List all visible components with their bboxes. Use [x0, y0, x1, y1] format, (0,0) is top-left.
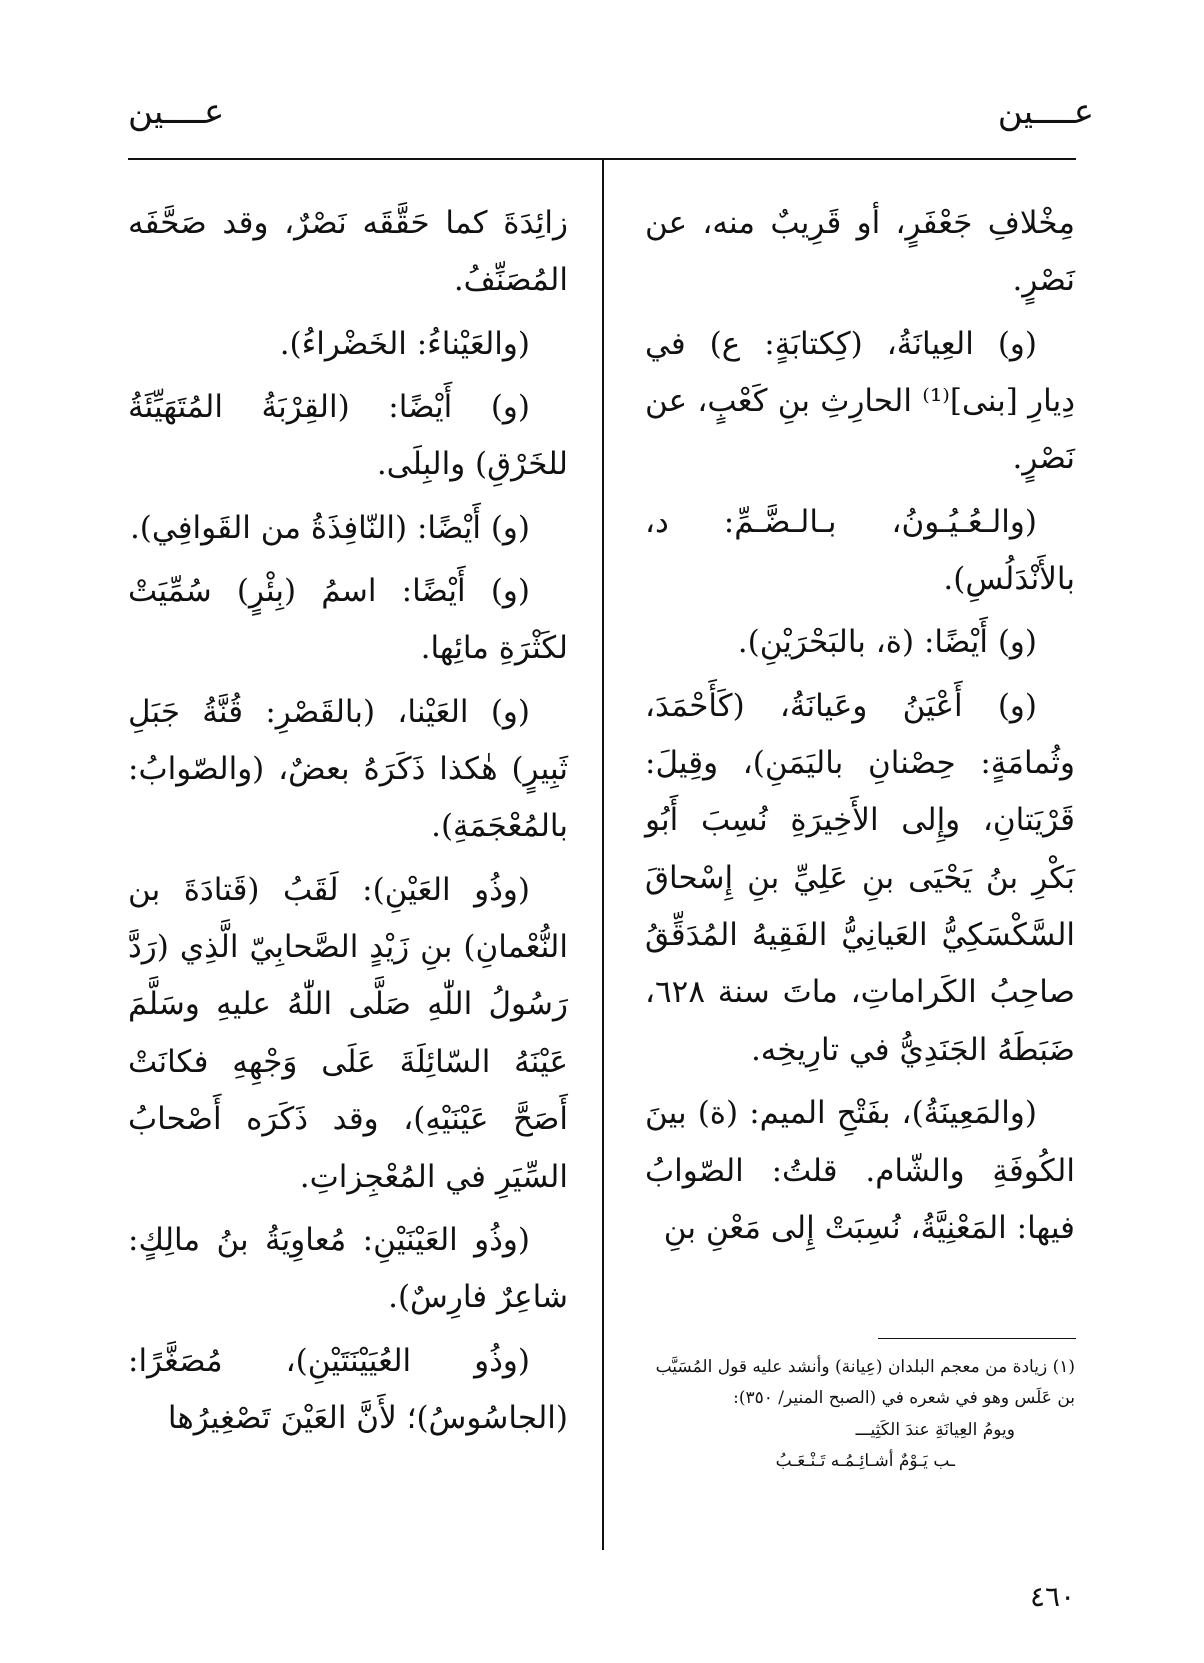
paragraph: (والـعُـيُـونُ، بـالـضَّـمِّ: د، بالأَنْدَلُسِ).: [645, 503, 1075, 598]
paragraph: (وذُو العَيْنِ): لَقَبُ (قَتادَةَ بن النُّعْمانِ) بنِ زَيْدٍ الصَّحابِيّ الَّذِي (رَدَّ رَسُولُ اللّٰهِ صَلَّى اللّٰهُ عليهِ وسَلَّمَ عَيْنَهُ السّائِلَةَ عَلَى وَجْهِهِ فكانَتْ أَصَحَّ عَيْنَيْهِ)، وقد ذَكَرَه أَصْحابُ السِّيَرِ في المُعْجِزاتِ.: [128, 871, 568, 1195]
footnote-rule: [878, 1338, 1076, 1339]
column-divider: [602, 160, 604, 1550]
paragraph: (و) أَيْضًا: (القِرْبَةُ المُتَهَيِّئَةُ للخَرْقِ) والبِلَى.: [128, 389, 568, 483]
footnote-verse-first-hemistich: ويومُ العِيانَةِ عندَ الكَثِيـــ: [855, 1419, 1015, 1440]
footnote-text: (١) زيادة من معجم البلدان (عِيانة) وأنشد عليه قول المُسَيَّب بن عَلَس وهو في شعره في (الصبح المنير/ ٣٥٠):: [655, 1357, 1075, 1409]
paragraph: (و) العَيْنا، (بالقَصْرِ: قُنَّةُ جَبَلِ ثَبِيرٍ) هٰكذا ذَكَرَهُ بعضٌ، (والصّوابُ: بالمُعْجَمَةِ).: [128, 693, 568, 845]
page-number: ٤٦٠: [1030, 1580, 1076, 1613]
paragraph: (و) أَيْضًا: (ة، بالبَحْرَيْنِ).: [737, 624, 1037, 661]
paragraph: (و) أَيْضًا: اسمُ (بِئْرٍ) سُمِّيَتْ لكَثْرَةِ مائِها.: [128, 573, 568, 667]
footnote: [645, 1352, 1075, 1478]
paragraph: (وذُو العَيْنَيْنِ: مُعاوِيَةُ بنُ مالِكٍ: شاعِرٌ فارِسٌ).: [128, 1221, 568, 1316]
paragraph: (و) أَعْيَنُ وعَيانَةُ، (كَأَحْمَدَ، وثُمامَةٍ: حِصْنانِ باليَمَنِ)، وقِيلَ: قَرْيَتانِ، وإِلى الأَخِيرَةِ نُسِبَ أَبُو بَكْرِ بنُ يَحْيَى بنِ عَلِيِّ بنِ إِسْحاقَ السَّكْسَكِيُّ العَيانِيُّ الفَقِيهُ المُدَقِّقُ صاحِبُ الكَراماتِ، ماتَ سنة ٦٢٨، ضَبَطَهُ الجَنَدِيُّ في تارِيخِه.: [645, 687, 1075, 1068]
paragraph: (والمَعِينَةُ)، بفَتْحِ الميم: (ة) بينَ الكُوفَةِ والشّام. قلتُ: الصّوابُ فيها: المَعْنِيَّةُ، نُسِبَتْ إِلى مَعْنِ بنِ: [645, 1095, 1075, 1246]
paragraph: زائِدَةَ كما حَقَّقَه نَصْرٌ، وقد صَحَّفَه المُصَنِّفُ.: [128, 205, 568, 299]
paragraph: مِخْلافِ جَعْفَرٍ، أو قَرِيبٌ منه، عن نَصْرٍ.: [645, 205, 1075, 299]
paragraph: (والعَيْناءُ: الخَضْراءُ).: [279, 325, 530, 362]
right-column: [645, 195, 1075, 1263]
left-column: [128, 195, 568, 1453]
paragraph: (و) العِيانَةُ، (كِكتابَةٍ: ع) في دِيارِ [بنى]⁽¹⁾ الحارِثِ بنِ كَعْبٍ، عن نَصْرٍ.: [645, 325, 1076, 477]
paragraph: (و) أَيْضًا: (النّافِذَةُ من القَوافِي).: [129, 509, 530, 546]
running-head-left: عــــين: [128, 92, 225, 132]
paragraph: (وذُو العُيَيْنَتَيْنِ)، مُصَغَّرًا: (الجاسُوسُ)؛ لأَنَّ العَيْنَ تَصْغِيرُها: [128, 1342, 568, 1436]
running-head-right: عــــين: [997, 92, 1094, 132]
footnote-verse-second-hemistich: ـب يَـوْمٌ أشـائِـمُـه تَـنْـعَـبُ: [775, 1451, 955, 1472]
